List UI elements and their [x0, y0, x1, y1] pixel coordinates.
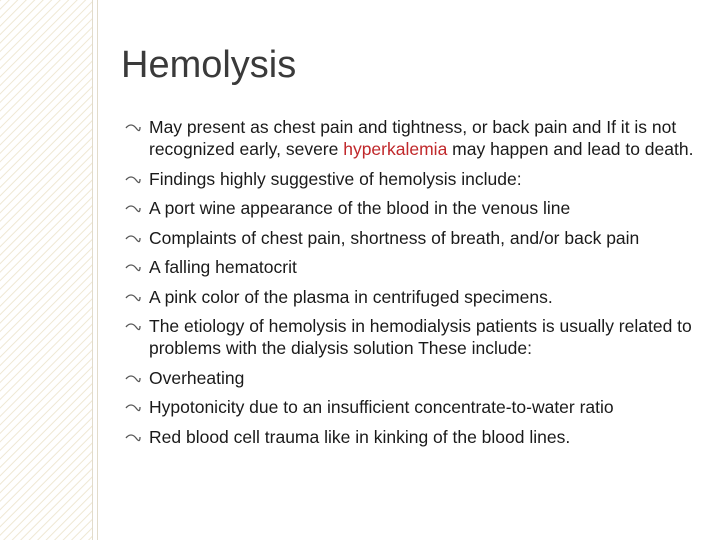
- list-item: [125, 426, 700, 448]
- swirl-bullet-icon: [125, 235, 141, 243]
- list-item: [125, 286, 700, 308]
- list-item: [125, 367, 700, 389]
- swirl-bullet-icon: [125, 434, 141, 442]
- bullet-text: A pink color of the plasma in centrifuged specimens.: [149, 286, 553, 307]
- highlight-term: hyperkalemia: [343, 139, 448, 159]
- list-item: [125, 227, 700, 249]
- list-item: [125, 116, 700, 160]
- bullet-text: may happen and lead to death.: [447, 139, 694, 159]
- bullet-text: Findings highly suggestive of hemolysis include:: [149, 168, 522, 189]
- bullet-text: Hypotonicity due to an insufficient concentrate-to-water ratio: [149, 397, 614, 417]
- bullet-list: [125, 116, 700, 455]
- swirl-bullet-icon: [125, 294, 141, 302]
- swirl-bullet-icon: [125, 205, 141, 213]
- swirl-bullet-icon: [125, 323, 141, 331]
- swirl-bullet-icon: [125, 404, 141, 412]
- divider-line: [97, 0, 98, 540]
- swirl-bullet-icon: [125, 264, 141, 272]
- list-item: [125, 396, 700, 418]
- swirl-bullet-icon: [125, 124, 141, 132]
- list-item: [125, 315, 700, 359]
- slide-title: Hemolysis: [121, 44, 297, 86]
- bullet-text: A falling hematocrit: [149, 257, 297, 277]
- list-item: [125, 168, 700, 190]
- bullet-text: May present as chest pain and tightness, or back pain and If it is not recognized early, severe: [149, 117, 677, 159]
- list-item: [125, 256, 700, 278]
- bullet-text: Complaints of chest pain, shortness of breath, and/or back pain: [149, 227, 640, 248]
- bullet-text: The etiology of hemolysis in hemodialysis patients is usually related to problems with the dialysis solution These include:: [149, 316, 692, 358]
- swirl-bullet-icon: [125, 176, 141, 184]
- swirl-bullet-icon: [125, 375, 141, 383]
- list-item: [125, 197, 700, 219]
- divider-line: [92, 0, 93, 540]
- bullet-text: Overheating: [149, 367, 245, 388]
- bullet-text: Red blood cell trauma like in kinking of the blood lines.: [149, 426, 571, 447]
- bullet-text: A port wine appearance of the blood in the venous line: [149, 198, 571, 218]
